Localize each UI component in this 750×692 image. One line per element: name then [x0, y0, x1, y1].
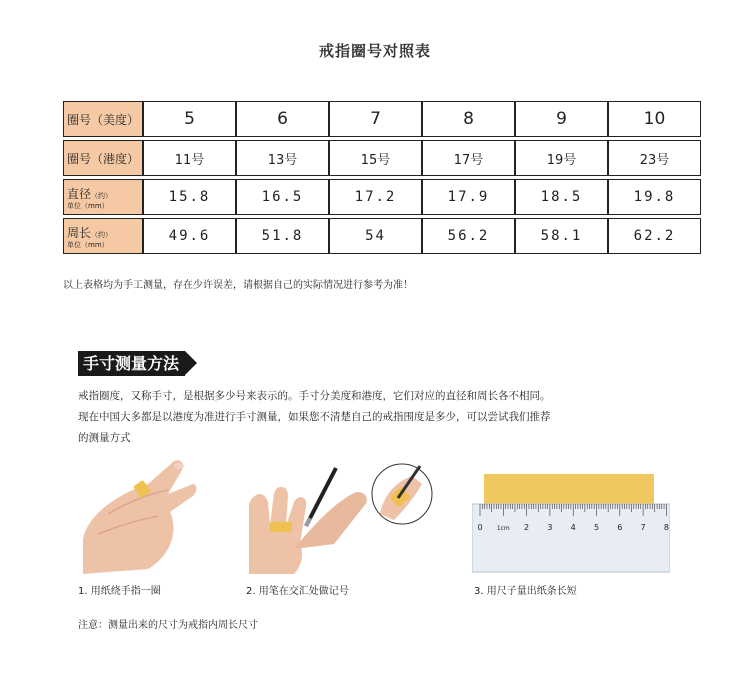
- table-cell: 6: [236, 101, 329, 137]
- ring-size-table: [63, 98, 701, 257]
- table-cell: 62.2: [608, 218, 701, 254]
- table-cell: 11号: [143, 140, 236, 176]
- table-cell: 19号: [515, 140, 608, 176]
- table-cell: 51.8: [236, 218, 329, 254]
- table-cell: 5: [143, 101, 236, 137]
- table-row-us-size: [63, 101, 701, 137]
- hand-wrap-photo: [78, 454, 198, 574]
- table-cell: 15号: [329, 140, 422, 176]
- table-row-circumference: [63, 218, 701, 254]
- table-cell: 7: [329, 101, 422, 137]
- page-title: 戒指圈号对照表: [318, 42, 431, 60]
- step-caption-2: 2. 用笔在交汇处做记号: [246, 586, 349, 597]
- ruler-label: 3: [547, 523, 553, 532]
- section-heading-text: 手寸测量方法: [78, 351, 185, 376]
- table-cell: 16.5: [236, 179, 329, 215]
- intro-line-2: 现在中国大多都是以港度为准进行手寸测量，如果您不清楚自己的戒指围度是多少，可以尝试我们推荐: [78, 411, 551, 423]
- table-cell: 9: [515, 101, 608, 137]
- row-header: 周长（约） 单位（mm）: [63, 218, 143, 254]
- table-cell: 23号: [608, 140, 701, 176]
- table-cell: 17.9: [422, 179, 515, 215]
- section-heading: [78, 351, 197, 376]
- table-row-diameter: [63, 179, 701, 215]
- ruler-label: 7: [640, 523, 646, 532]
- table-cell: 15.8: [143, 179, 236, 215]
- table-cell: 58.1: [515, 218, 608, 254]
- ruler-label: 0: [477, 523, 483, 532]
- measurement-note: 注意：测量出来的尺寸为戒指内周长尺寸: [78, 620, 258, 631]
- table-cell: 17号: [422, 140, 515, 176]
- table-note: 以上表格均为手工测量，存在少许误差，请根据自己的实际情况进行参考为准！: [63, 280, 413, 291]
- table-cell: 54: [329, 218, 422, 254]
- intro-line-3: 的测量方式: [78, 432, 131, 444]
- ruler-label: 4: [570, 523, 576, 532]
- ruler-label: 6: [617, 523, 623, 532]
- row-header: 圈号（港度）: [63, 140, 143, 176]
- step-caption-3: 3. 用尺子量出纸条长短: [474, 586, 577, 597]
- table-cell: 8: [422, 101, 515, 137]
- table-cell: 17.2: [329, 179, 422, 215]
- table-row-hk-size: [63, 140, 701, 176]
- ruler-label: 5: [593, 523, 600, 532]
- ruler-label: 1cm: [496, 525, 510, 532]
- pen-marking-photo: [244, 454, 434, 574]
- step-caption-1: 1. 用纸绕手指一圈: [78, 586, 161, 597]
- ruler-measure-photo: [472, 454, 670, 574]
- table-cell: 10: [608, 101, 701, 137]
- table-cell: 56.2: [422, 218, 515, 254]
- ruler-label: 8: [663, 523, 669, 532]
- row-header: 圈号（美度）: [63, 101, 143, 137]
- table-cell: 13号: [236, 140, 329, 176]
- ruler-label: 2: [524, 523, 530, 532]
- row-header: 直径（约） 单位（mm）: [63, 179, 143, 215]
- table-cell: 18.5: [515, 179, 608, 215]
- table-cell: 19.8: [608, 179, 701, 215]
- arrow-icon: [185, 351, 197, 375]
- table-cell: 49.6: [143, 218, 236, 254]
- intro-line-1: 戒指圈度，又称手寸，是根据多少号来表示的。手寸分美度和港度，它们对应的直径和周长各不相同。: [78, 390, 551, 402]
